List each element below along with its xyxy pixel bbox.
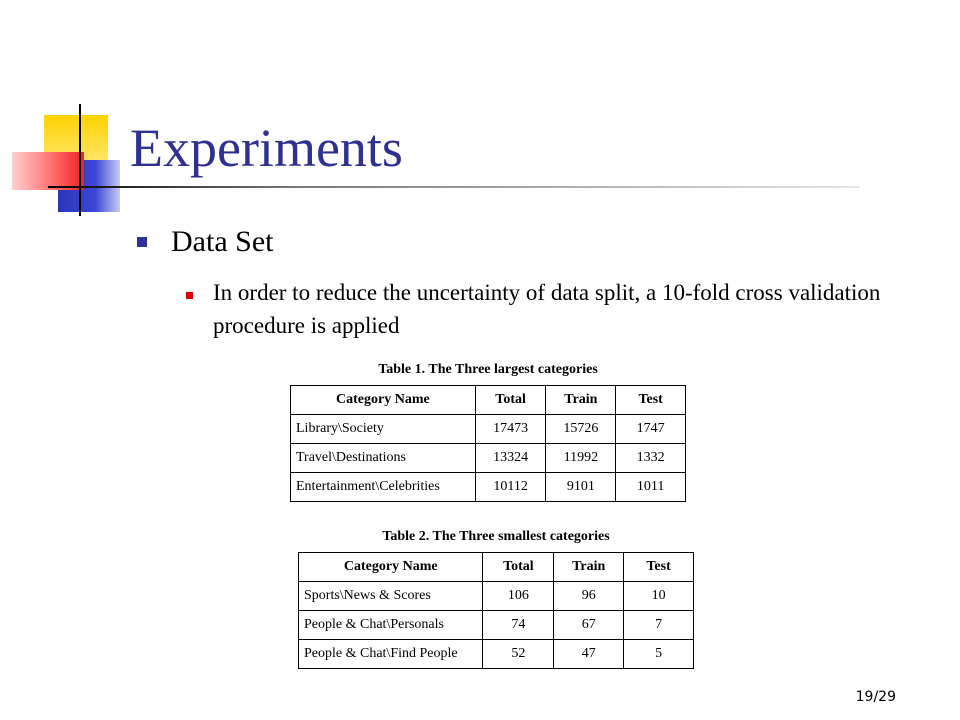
table-cell: 74 [483, 611, 554, 640]
sub-bullet-square-icon [186, 292, 193, 299]
ornament-vertical-line [79, 104, 81, 216]
sub-bullet-text: In order to reduce the uncertainty of data split, a 10-fold cross validation procedure is applied [213, 280, 881, 338]
table-cell: 67 [554, 611, 624, 640]
table-cell: 96 [554, 582, 624, 611]
table-cell: People & Chat\Personals [299, 611, 483, 640]
table2-caption: Table 2. The Three smallest categories [382, 529, 610, 544]
bullet-data-set: Data Set [171, 225, 274, 258]
table1-header: Category Name [291, 386, 476, 415]
table2-header: Total [483, 553, 554, 582]
ornament-red-bar [12, 152, 84, 190]
table-cell: 106 [483, 582, 554, 611]
table2 [298, 552, 694, 669]
page-number: 19/29 [855, 689, 896, 705]
bullet-square-icon [137, 237, 147, 247]
table-row [299, 640, 694, 669]
table-cell: Travel\Destinations [291, 444, 476, 473]
table1-header: Total [475, 386, 546, 415]
table-row [299, 582, 694, 611]
table2-header: Train [554, 553, 624, 582]
table-row [299, 611, 694, 640]
table-cell: 5 [624, 640, 694, 669]
table1 [290, 385, 686, 502]
table2-header: Test [624, 553, 694, 582]
table1-header: Test [616, 386, 686, 415]
table-cell: 7 [624, 611, 694, 640]
table-cell: 13324 [475, 444, 546, 473]
table-cell: 11992 [546, 444, 616, 473]
table1-header: Train [546, 386, 616, 415]
table-cell: 9101 [546, 473, 616, 502]
table-cell: 10 [624, 582, 694, 611]
table-row [291, 473, 686, 502]
table-row [291, 415, 686, 444]
slide-title: Experiments [130, 118, 403, 178]
table-cell: Entertainment\Celebrities [291, 473, 476, 502]
table-cell: People & Chat\Find People [299, 640, 483, 669]
table-cell: 10112 [475, 473, 546, 502]
table-cell: 47 [554, 640, 624, 669]
table2-header-row [299, 553, 694, 582]
table-cell: Library\Society [291, 415, 476, 444]
table-cell: 1011 [616, 473, 686, 502]
table-cell: 15726 [546, 415, 616, 444]
table-cell: 17473 [475, 415, 546, 444]
table-cell: Sports\News & Scores [299, 582, 483, 611]
table-row [291, 444, 686, 473]
table-cell: 52 [483, 640, 554, 669]
table-cell: 1332 [616, 444, 686, 473]
table1-caption: Table 1. The Three largest categories [378, 362, 598, 377]
title-underline [48, 186, 860, 188]
table2-header: Category Name [299, 553, 483, 582]
table1-header-row [291, 386, 686, 415]
table-cell: 1747 [616, 415, 686, 444]
